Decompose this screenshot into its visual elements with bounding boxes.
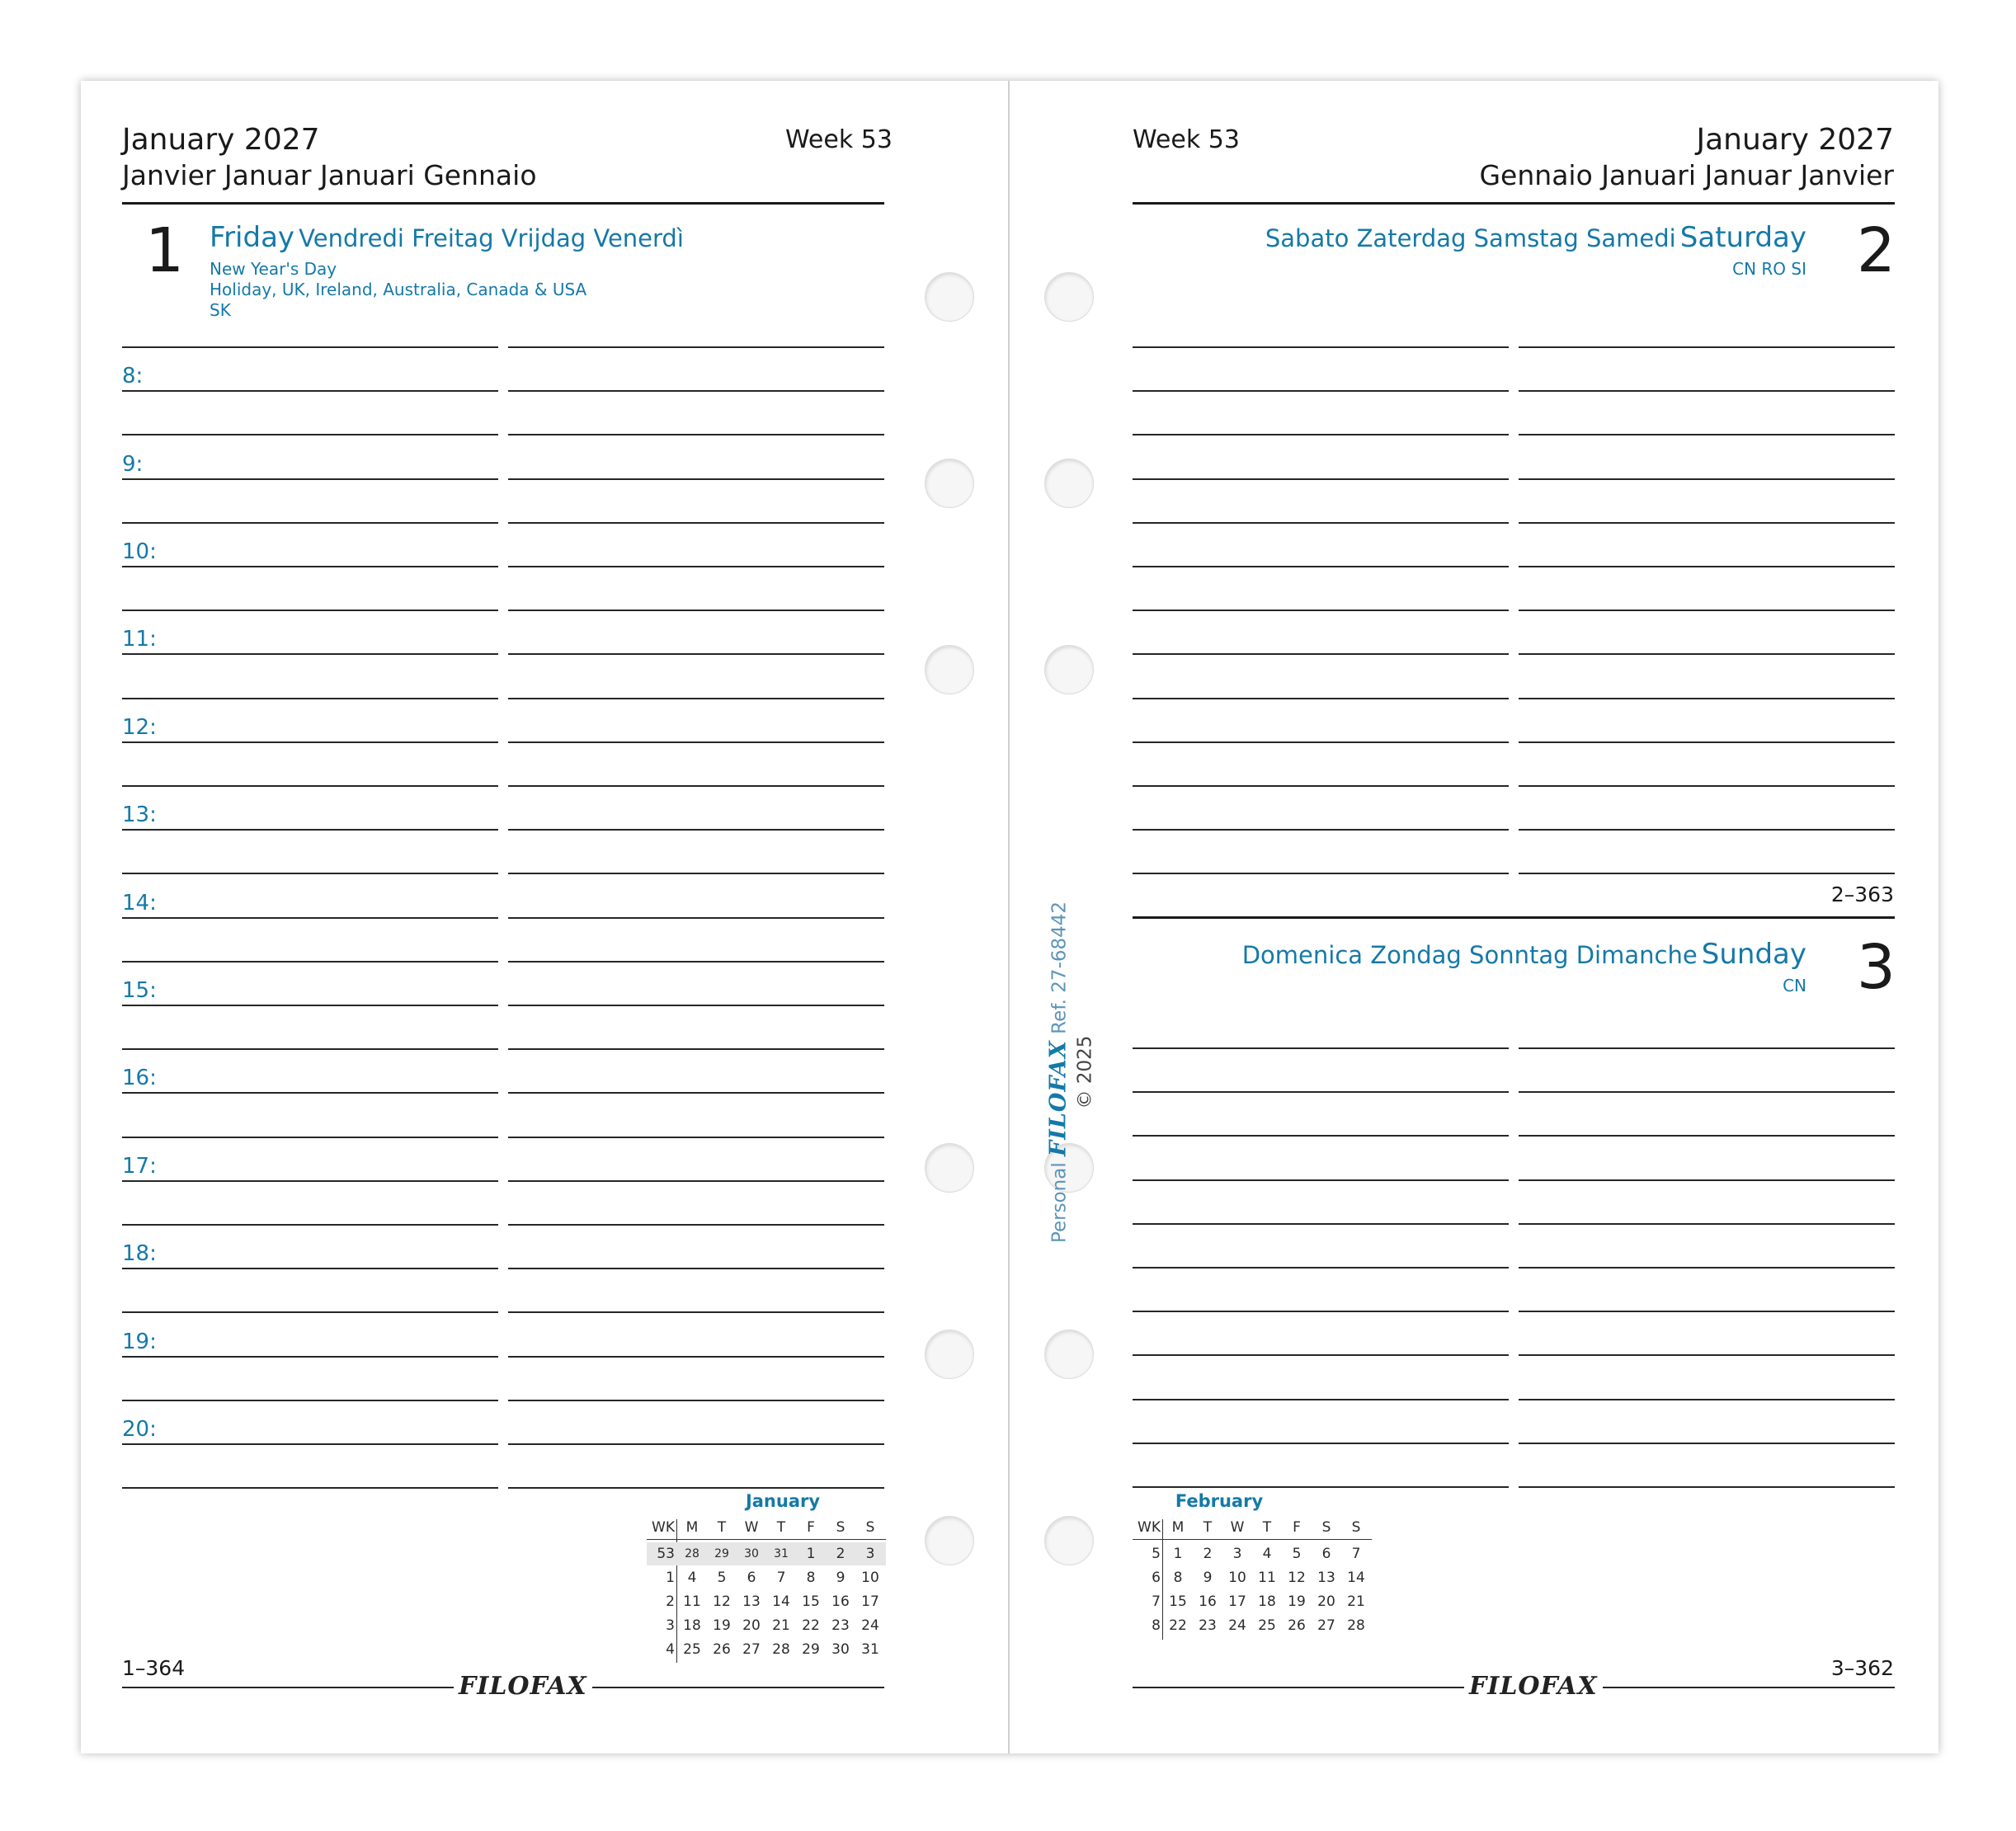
- writing-line: [508, 1180, 884, 1182]
- mini-calendar-day: 27: [742, 1641, 761, 1658]
- writing-line: [122, 873, 498, 874]
- mini-calendar-weekday: T: [1262, 1519, 1272, 1536]
- mini-calendar-day: 1: [1173, 1546, 1183, 1562]
- mini-calendar-day: 14: [772, 1593, 790, 1610]
- writing-line: [508, 1048, 884, 1050]
- right-month-translations: Gennaio Januari Januar Janvier: [1479, 159, 1894, 191]
- writing-line: [508, 566, 884, 567]
- writing-line: [1519, 698, 1895, 699]
- hour-label: 19:: [122, 1330, 157, 1354]
- writing-line: [508, 1356, 884, 1358]
- writing-line: [1133, 346, 1509, 348]
- mini-calendar-title: February: [1175, 1491, 1264, 1511]
- left-day-translations: Vendredi Freitag Vrijdag Venerdì: [299, 224, 684, 252]
- sunday-day-name: Sunday: [1701, 938, 1806, 971]
- binder-hole: [925, 1330, 974, 1379]
- left-week-label: Week 53: [785, 125, 893, 154]
- writing-line: [1519, 653, 1895, 655]
- writing-line: [1519, 346, 1895, 348]
- writing-line: [508, 829, 884, 831]
- mini-calendar-week-number: 4: [666, 1641, 675, 1658]
- writing-line: [1519, 1267, 1895, 1269]
- writing-line: [122, 741, 498, 743]
- mini-calendar-week-row: [647, 1614, 886, 1637]
- mini-calendar-day: 7: [776, 1570, 786, 1586]
- mini-calendar-day: 14: [1347, 1570, 1365, 1586]
- hour-label: 16:: [122, 1066, 157, 1090]
- mini-calendar-day: 8: [1173, 1570, 1183, 1586]
- mini-calendar-weekday: W: [1230, 1519, 1245, 1536]
- writing-line: [508, 390, 884, 392]
- saturday-day-number: 2: [1856, 215, 1896, 286]
- writing-line: [1133, 1223, 1509, 1225]
- writing-line: [1519, 1486, 1895, 1488]
- mini-calendar-day: 26: [1288, 1617, 1306, 1634]
- left-month-translations: Janvier Januar Januari Gennaio: [122, 159, 537, 191]
- writing-line: [1519, 522, 1895, 524]
- writing-line: [1133, 434, 1509, 435]
- writing-line: [508, 698, 884, 699]
- writing-line: [1133, 1443, 1509, 1444]
- hour-label: 17:: [122, 1154, 157, 1179]
- binder-hole: [925, 1143, 974, 1193]
- writing-line: [1133, 1179, 1509, 1181]
- mini-calendar-day: 18: [683, 1617, 701, 1634]
- mini-calendar-weekday: T: [776, 1519, 786, 1536]
- binder-hole: [1044, 1330, 1094, 1379]
- writing-line: [1519, 566, 1895, 567]
- mini-calendar-week-number: 2: [666, 1593, 675, 1610]
- mini-calendar-day: 23: [831, 1617, 850, 1634]
- writing-line: [1519, 1311, 1895, 1312]
- saturday-translations: Sabato Zaterdag Samstag Samedi: [1265, 224, 1676, 252]
- writing-line: [508, 741, 884, 743]
- writing-line: [1133, 829, 1509, 831]
- mini-calendar-week-row: [1133, 1614, 1372, 1637]
- spine-imprint: [1046, 901, 1096, 1243]
- writing-line: [1133, 653, 1509, 655]
- binder-hole: [1044, 272, 1094, 322]
- mini-calendar-week-number: 53: [657, 1546, 675, 1562]
- mini-calendar-day: 26: [713, 1641, 731, 1658]
- binder-hole: [1044, 459, 1094, 508]
- writing-line: [1519, 1354, 1895, 1356]
- mini-calendar-title: January: [745, 1491, 821, 1511]
- writing-line: [122, 1224, 498, 1226]
- writing-line: [508, 1400, 884, 1401]
- mini-calendar-weekday: T: [1203, 1519, 1213, 1536]
- mini-calendar-weekday: WK: [1138, 1519, 1161, 1536]
- writing-line: [508, 522, 884, 524]
- writing-line: [1519, 1135, 1895, 1137]
- page-fold: [1008, 81, 1010, 1753]
- mini-calendar-week-number: 3: [666, 1617, 675, 1634]
- writing-line: [1519, 829, 1895, 831]
- filofax-logo: FILOFAX: [1464, 1673, 1603, 1701]
- mini-calendar-january: [647, 1491, 886, 1664]
- saturday-page-ref: 2–363: [1830, 883, 1894, 906]
- mini-calendar-day: 15: [802, 1593, 820, 1610]
- writing-line: [1519, 785, 1895, 787]
- mini-calendar-day: 25: [683, 1641, 701, 1658]
- mini-calendar-day: 9: [1203, 1570, 1213, 1586]
- writing-line: [122, 346, 498, 348]
- saturday-country-tags: CN RO SI: [1732, 259, 1806, 279]
- sunday-heading: [1242, 938, 1806, 971]
- left-page-ref: 1–364: [122, 1656, 186, 1680]
- mini-calendar-day: 2: [1203, 1546, 1213, 1562]
- writing-line: [1133, 698, 1509, 699]
- mini-calendar-day: 24: [861, 1617, 879, 1634]
- mini-calendar-rule: [647, 1539, 886, 1540]
- writing-line: [122, 1005, 498, 1006]
- mini-calendar-header: [1133, 1516, 1372, 1539]
- mini-calendar-day: 31: [861, 1641, 879, 1658]
- hour-label: 15:: [122, 978, 157, 1003]
- left-holiday-note: Holiday, UK, Ireland, Australia, Canada & USA: [210, 280, 587, 299]
- saturday-day-name: Saturday: [1679, 221, 1806, 254]
- mini-calendar-week-row: [1133, 1566, 1372, 1589]
- mini-calendar-week-number: 8: [1152, 1617, 1161, 1634]
- writing-line: [122, 434, 498, 435]
- mini-calendar-day: 6: [747, 1570, 756, 1586]
- mini-calendar-week-number: 1: [666, 1570, 675, 1586]
- hour-label: 8:: [122, 364, 144, 388]
- hour-label: 10:: [122, 539, 157, 564]
- mini-calendar-weekday: WK: [652, 1519, 675, 1536]
- writing-line: [122, 1311, 498, 1313]
- mini-calendar-week-row: [647, 1638, 886, 1661]
- mini-calendar-day: 2: [836, 1546, 845, 1562]
- left-header-rule: [122, 202, 884, 205]
- writing-line: [122, 610, 498, 611]
- writing-line: [122, 1487, 498, 1489]
- writing-line: [1133, 785, 1509, 787]
- mini-calendar-day: 13: [1317, 1570, 1335, 1586]
- writing-line: [1133, 478, 1509, 480]
- spine-logo: FILOFAX: [1045, 1040, 1072, 1156]
- mini-calendar-day: 12: [713, 1593, 731, 1610]
- writing-line: [508, 346, 884, 348]
- writing-line: [122, 1356, 498, 1358]
- writing-line: [122, 1180, 498, 1182]
- mini-calendar-weekday: M: [1171, 1519, 1185, 1536]
- mini-calendar-day: 24: [1228, 1617, 1246, 1634]
- left-day-heading: [210, 221, 684, 254]
- writing-line: [508, 1268, 884, 1269]
- sunday-country-tags: CN: [1783, 976, 1806, 996]
- mini-calendar-week-number: 7: [1152, 1593, 1161, 1610]
- mini-calendar-day: 16: [1199, 1593, 1217, 1610]
- writing-line: [1133, 1486, 1509, 1488]
- left-month-title: January 2027: [122, 123, 320, 157]
- writing-line: [1519, 434, 1895, 435]
- mini-calendar-day: 3: [1232, 1546, 1242, 1562]
- writing-line: [1133, 1267, 1509, 1269]
- mini-calendar-day: 6: [1321, 1546, 1331, 1562]
- writing-line: [1133, 1399, 1509, 1400]
- writing-line: [1519, 741, 1895, 743]
- writing-line: [1133, 1091, 1509, 1093]
- mini-calendar-day: 27: [1317, 1617, 1335, 1634]
- right-week-label: Week 53: [1133, 125, 1240, 154]
- mini-calendar-day: 29: [802, 1641, 820, 1658]
- writing-line: [122, 566, 498, 567]
- mini-calendar-day: 19: [713, 1617, 731, 1634]
- mini-calendar-day: 4: [1262, 1546, 1272, 1562]
- writing-line: [508, 1005, 884, 1006]
- writing-line: [1519, 610, 1895, 611]
- writing-line: [1519, 1399, 1895, 1400]
- writing-line: [508, 610, 884, 611]
- writing-line: [508, 478, 884, 480]
- sunday-translations: Domenica Zondag Sonntag Dimanche: [1241, 941, 1698, 969]
- writing-line: [1133, 390, 1509, 392]
- writing-line: [1133, 610, 1509, 611]
- binder-hole: [1044, 645, 1094, 694]
- right-page-ref: 3–362: [1830, 1656, 1894, 1680]
- mini-calendar-week-row: [1133, 1542, 1372, 1565]
- mini-calendar-day: 22: [1169, 1617, 1187, 1634]
- writing-line: [508, 961, 884, 963]
- writing-line: [508, 1224, 884, 1226]
- mini-calendar-day: 20: [742, 1617, 761, 1634]
- mini-calendar-day: 5: [1292, 1546, 1302, 1562]
- writing-line: [1133, 566, 1509, 567]
- hour-label: 13:: [122, 803, 157, 827]
- hour-label: 14:: [122, 891, 157, 916]
- mini-calendar-weekday: W: [744, 1519, 759, 1536]
- hour-label: 12:: [122, 715, 157, 740]
- writing-line: [122, 390, 498, 392]
- hour-label: 11:: [122, 627, 157, 652]
- writing-line: [1133, 522, 1509, 524]
- writing-line: [122, 1400, 498, 1401]
- mini-calendar-weekday: T: [717, 1519, 727, 1536]
- writing-line: [122, 1443, 498, 1445]
- weekend-divider-rule: [1133, 916, 1895, 919]
- left-holiday-note: New Year's Day: [210, 259, 337, 279]
- writing-line: [508, 653, 884, 655]
- writing-line: [122, 1137, 498, 1138]
- writing-line: [122, 961, 498, 963]
- mini-calendar-day: 12: [1288, 1570, 1306, 1586]
- writing-line: [1133, 1047, 1509, 1049]
- mini-calendar-header: [647, 1516, 886, 1539]
- mini-calendar-day: 30: [831, 1641, 850, 1658]
- writing-line: [1519, 478, 1895, 480]
- writing-line: [508, 1137, 884, 1138]
- mini-calendar-day: 21: [1347, 1593, 1365, 1610]
- mini-calendar-weekday: S: [1351, 1519, 1361, 1536]
- hour-label: 20:: [122, 1417, 157, 1442]
- hour-label: 9:: [122, 452, 144, 477]
- mini-calendar-week-row: [647, 1590, 886, 1613]
- binder-hole: [925, 459, 974, 508]
- mini-calendar-day: 28: [685, 1547, 699, 1560]
- binder-hole: [925, 1516, 974, 1565]
- binder-hole: [1044, 1516, 1094, 1565]
- writing-line: [1519, 873, 1895, 874]
- right-header-rule: [1133, 202, 1895, 205]
- saturday-heading: [1265, 221, 1806, 254]
- writing-line: [1519, 1179, 1895, 1181]
- writing-line: [508, 434, 884, 435]
- writing-line: [1519, 1223, 1895, 1225]
- writing-line: [122, 653, 498, 655]
- writing-line: [122, 1268, 498, 1269]
- writing-line: [122, 829, 498, 831]
- writing-line: [122, 917, 498, 919]
- mini-calendar-day: 20: [1317, 1593, 1335, 1610]
- writing-line: [122, 1048, 498, 1050]
- spine-copyright: © 2025: [1074, 1035, 1096, 1109]
- writing-line: [1519, 1091, 1895, 1093]
- left-day-number: 1: [145, 215, 185, 286]
- mini-calendar-weekday: S: [865, 1519, 875, 1536]
- writing-line: [508, 1487, 884, 1489]
- mini-calendar-day: 28: [1347, 1617, 1365, 1634]
- mini-calendar-day: 1: [806, 1546, 816, 1562]
- writing-line: [1133, 1135, 1509, 1137]
- mini-calendar-weekday: S: [836, 1519, 845, 1536]
- writing-line: [508, 785, 884, 787]
- writing-line: [122, 785, 498, 787]
- writing-line: [1133, 873, 1509, 874]
- writing-line: [1519, 390, 1895, 392]
- mini-calendar-day: 3: [865, 1546, 875, 1562]
- mini-calendar-day: 10: [861, 1570, 879, 1586]
- mini-calendar-day: 5: [717, 1570, 727, 1586]
- mini-calendar-day: 28: [772, 1641, 790, 1658]
- right-month-title: January 2027: [1696, 123, 1894, 157]
- mini-calendar-day: 10: [1228, 1570, 1246, 1586]
- writing-line: [1133, 1354, 1509, 1356]
- mini-calendar-day: 30: [744, 1547, 759, 1560]
- mini-calendar-week-row: [647, 1542, 886, 1565]
- mini-calendar-day: 4: [687, 1570, 697, 1586]
- hour-label: 18:: [122, 1241, 157, 1266]
- mini-calendar-day: 18: [1258, 1593, 1276, 1610]
- mini-calendar-day: 11: [683, 1593, 701, 1610]
- spine-ref: Ref. 27-68442: [1048, 901, 1071, 1034]
- binder-hole: [925, 645, 974, 694]
- filofax-logo: FILOFAX: [454, 1673, 592, 1701]
- mini-calendar-day: 29: [714, 1547, 729, 1560]
- mini-calendar-weekday: S: [1321, 1519, 1331, 1536]
- writing-line: [122, 1092, 498, 1094]
- mini-calendar-day: 23: [1199, 1617, 1217, 1634]
- mini-calendar-day: 19: [1288, 1593, 1306, 1610]
- mini-calendar-day: 21: [772, 1617, 790, 1634]
- writing-line: [1133, 741, 1509, 743]
- mini-calendar-february: [1133, 1491, 1372, 1648]
- mini-calendar-week-number: 5: [1152, 1546, 1161, 1562]
- writing-line: [508, 873, 884, 874]
- writing-line: [508, 917, 884, 919]
- mini-calendar-week-row: [647, 1566, 886, 1589]
- mini-calendar-day: 25: [1258, 1617, 1276, 1634]
- left-day-name: Friday: [210, 221, 295, 254]
- mini-calendar-day: 31: [774, 1547, 789, 1560]
- writing-line: [508, 1092, 884, 1094]
- mini-calendar-day: 13: [742, 1593, 761, 1610]
- writing-line: [122, 698, 498, 699]
- mini-calendar-day: 9: [836, 1570, 845, 1586]
- mini-calendar-day: 11: [1258, 1570, 1276, 1586]
- sunday-day-number: 3: [1856, 932, 1896, 1003]
- mini-calendar-weekday: F: [807, 1519, 815, 1536]
- writing-line: [1519, 1443, 1895, 1444]
- writing-line: [508, 1311, 884, 1313]
- mini-calendar-day: 15: [1169, 1593, 1187, 1610]
- left-holiday-note: SK: [210, 300, 231, 320]
- mini-calendar-week-number: 6: [1152, 1570, 1161, 1586]
- mini-calendar-day: 17: [861, 1593, 879, 1610]
- mini-calendar-day: 17: [1228, 1593, 1246, 1610]
- mini-calendar-day: 8: [806, 1570, 816, 1586]
- mini-calendar-day: 7: [1351, 1546, 1361, 1562]
- writing-line: [1519, 1047, 1895, 1049]
- mini-calendar-weekday: F: [1293, 1519, 1301, 1536]
- writing-line: [122, 522, 498, 524]
- mini-calendar-week-row: [1133, 1590, 1372, 1613]
- mini-calendar-rule: [1133, 1539, 1372, 1540]
- writing-line: [1133, 1311, 1509, 1312]
- mini-calendar-day: 16: [831, 1593, 850, 1610]
- mini-calendar-weekday: M: [685, 1519, 699, 1536]
- mini-calendar-day: 22: [802, 1617, 820, 1634]
- writing-line: [122, 478, 498, 480]
- writing-line: [508, 1443, 884, 1445]
- binder-hole: [925, 272, 974, 322]
- spine-personal: Personal: [1048, 1162, 1071, 1244]
